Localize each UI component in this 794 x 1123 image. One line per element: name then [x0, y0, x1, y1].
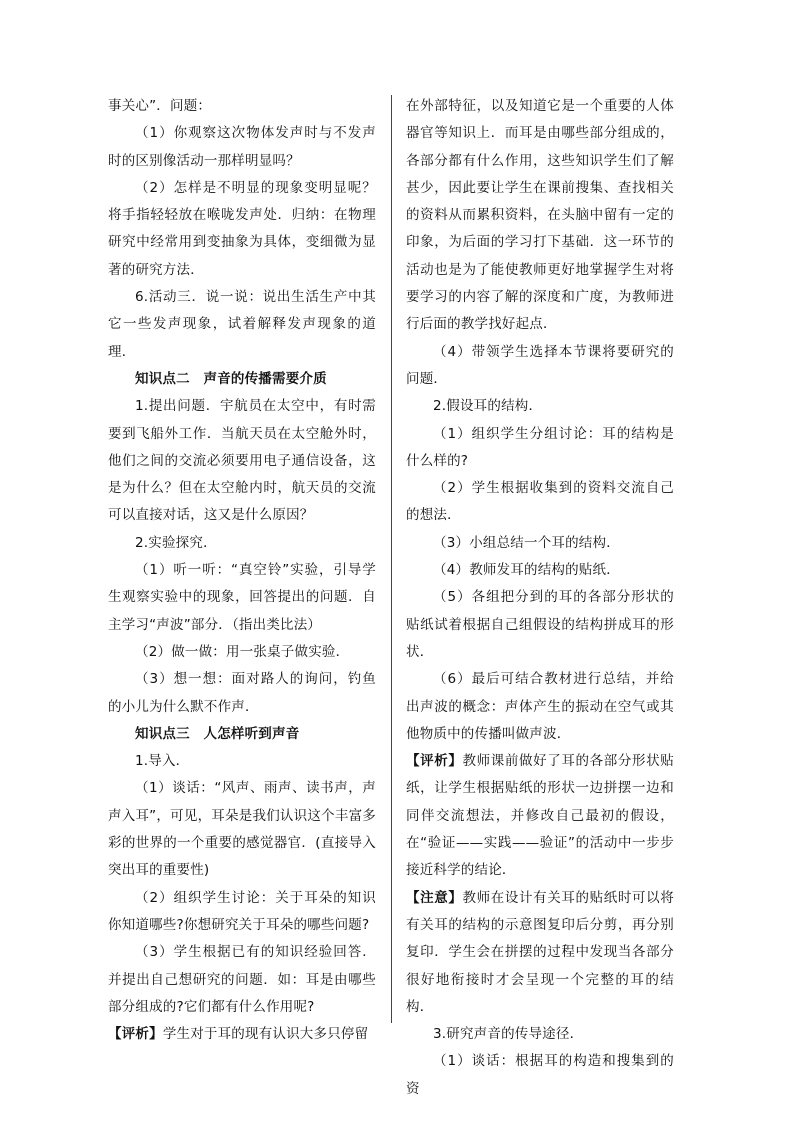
- paragraph: 3.研究声音的传导途径．: [433, 1026, 584, 1043]
- paragraph: （1）组织学生分组讨论：耳的结构是什么样的?: [406, 425, 674, 469]
- paragraph: 2.假设耳的结构．: [433, 398, 543, 415]
- paragraph: （2）组织学生讨论：关于耳朵的知识你知道哪些?你想研究关于耳朵的哪些问题?: [108, 889, 376, 933]
- section-heading: 知识点二 声音的传播需要介质: [135, 370, 327, 387]
- section-heading: 知识点三 人怎样听到声音: [135, 725, 300, 742]
- annotation-text: 教师在设计有关耳的贴纸时可以将有关耳的结构的示意图复印后分剪，再分别复印．学生会在拼摆的过程中发现当各部分很好地衔接时才会呈现一个完整的耳的结构．: [406, 889, 674, 1015]
- paragraph: （5）各组把分到的耳的各部分形状的贴纸试着根据自己组假设的结构拼成耳的形状．: [406, 589, 674, 660]
- paragraph: （6）最后可结合教材进行总结，并给出声波的概念：声体产生的振动在空气或其他物质中的传播叫做声波．: [406, 671, 674, 742]
- paragraph: （4）教师发耳的结构的贴纸．: [433, 562, 620, 579]
- annotation-tag: 【评析】: [108, 1026, 163, 1043]
- paragraph: （3）小组总结一个耳的结构．: [433, 534, 620, 551]
- paragraph: （1）听一听：“真空铃”实验，引导学生观察实验中的现象，回答提出的问题．自主学习“声波”部分．（指出类比法）: [108, 562, 376, 633]
- annotation-text: 教师课前做好了耳的各部分形状贴纸，让学生根据贴纸的形状一边拼摆一边和同伴交流想法，并修改自己最初的假设，在“验证——实践——验证”的活动中一步步接近科学的结论．: [406, 753, 674, 879]
- paragraph: （4）带领学生选择本节课将要研究的问题．: [406, 343, 674, 387]
- paragraph: （1）谈话：“风声、雨声、读书声，声声入耳”，可见，耳朵是我们认识这个丰富多彩的世界的一个重要的感觉器官．(直接导入突出耳的重要性): [108, 780, 376, 879]
- annotation-paragraph: [406, 885, 674, 1021]
- paragraph: （3）想一想：面对路人的询问，钓鱼的小儿为什么默不作声．: [108, 671, 376, 715]
- annotation-paragraph: [406, 748, 674, 884]
- column-divider: [391, 95, 392, 1023]
- paragraph: 在外部特征，以及知道它是一个重要的人体器官等知识上．而耳是由哪些部分组成的，各部分都有什么作用，这些知识学生们了解甚少，因此要让学生在课前搜集、查找相关的资料从而累积资料，在头脑中留有一定的印象，为后面的学习打下基础．这一环节的活动也是为了能使教师更好地掌握学生对将要学习的内容了解的深度和广度，为教师进行后面的教学找好起点．: [406, 98, 674, 333]
- annotation-paragraph: [108, 1021, 376, 1048]
- paragraph: 事关心”．问题：: [108, 98, 212, 114]
- paragraph: 1.提出问题．宇航员在太空中，有时需要到飞船外工作．当航天员在太空舱外时，他们之间的交流必须要用电子通信设备，这是为什么？但在太空舱内时，航天员的交流可以直接对话，这又是什么原因？: [108, 398, 376, 524]
- right-column: [406, 93, 674, 1103]
- paragraph: （2）学生根据收集到的资料交流自己的想法．: [406, 480, 674, 524]
- paragraph: 6.活动三．说一说：说出生活生产中其它一些发声现象，试着解释发声现象的道理．: [108, 289, 376, 360]
- paragraph: （2）怎样是不明显的现象变明显呢？将手指轻轻放在喉咙发声处．归纳：在物理研究中经常用到变抽象为具体，变细微为显著的研究方法．: [108, 179, 376, 278]
- annotation-tag: 【评析】: [406, 753, 463, 770]
- annotation-text: 学生对于耳的现有认识大多只停留: [162, 1026, 369, 1043]
- paragraph: （1）你观察这次物体发声时与不发声时的区别像活动一那样明显吗？: [108, 125, 376, 169]
- paragraph: （1）谈话：根据耳的构造和搜集到的资: [406, 1053, 674, 1097]
- left-column: [108, 93, 376, 1048]
- paragraph: 1.导入．: [135, 753, 190, 770]
- paragraph: （3）学生根据已有的知识经验回答．并提出自己想研究的问题．如：耳是由哪些部分组成的?它们都有什么作用呢?: [108, 944, 376, 1015]
- paragraph: 2.实验探究．: [135, 534, 217, 551]
- paragraph: （2）做一做：用一张桌子做实验．: [135, 643, 350, 660]
- annotation-tag: 【注意】: [406, 889, 463, 906]
